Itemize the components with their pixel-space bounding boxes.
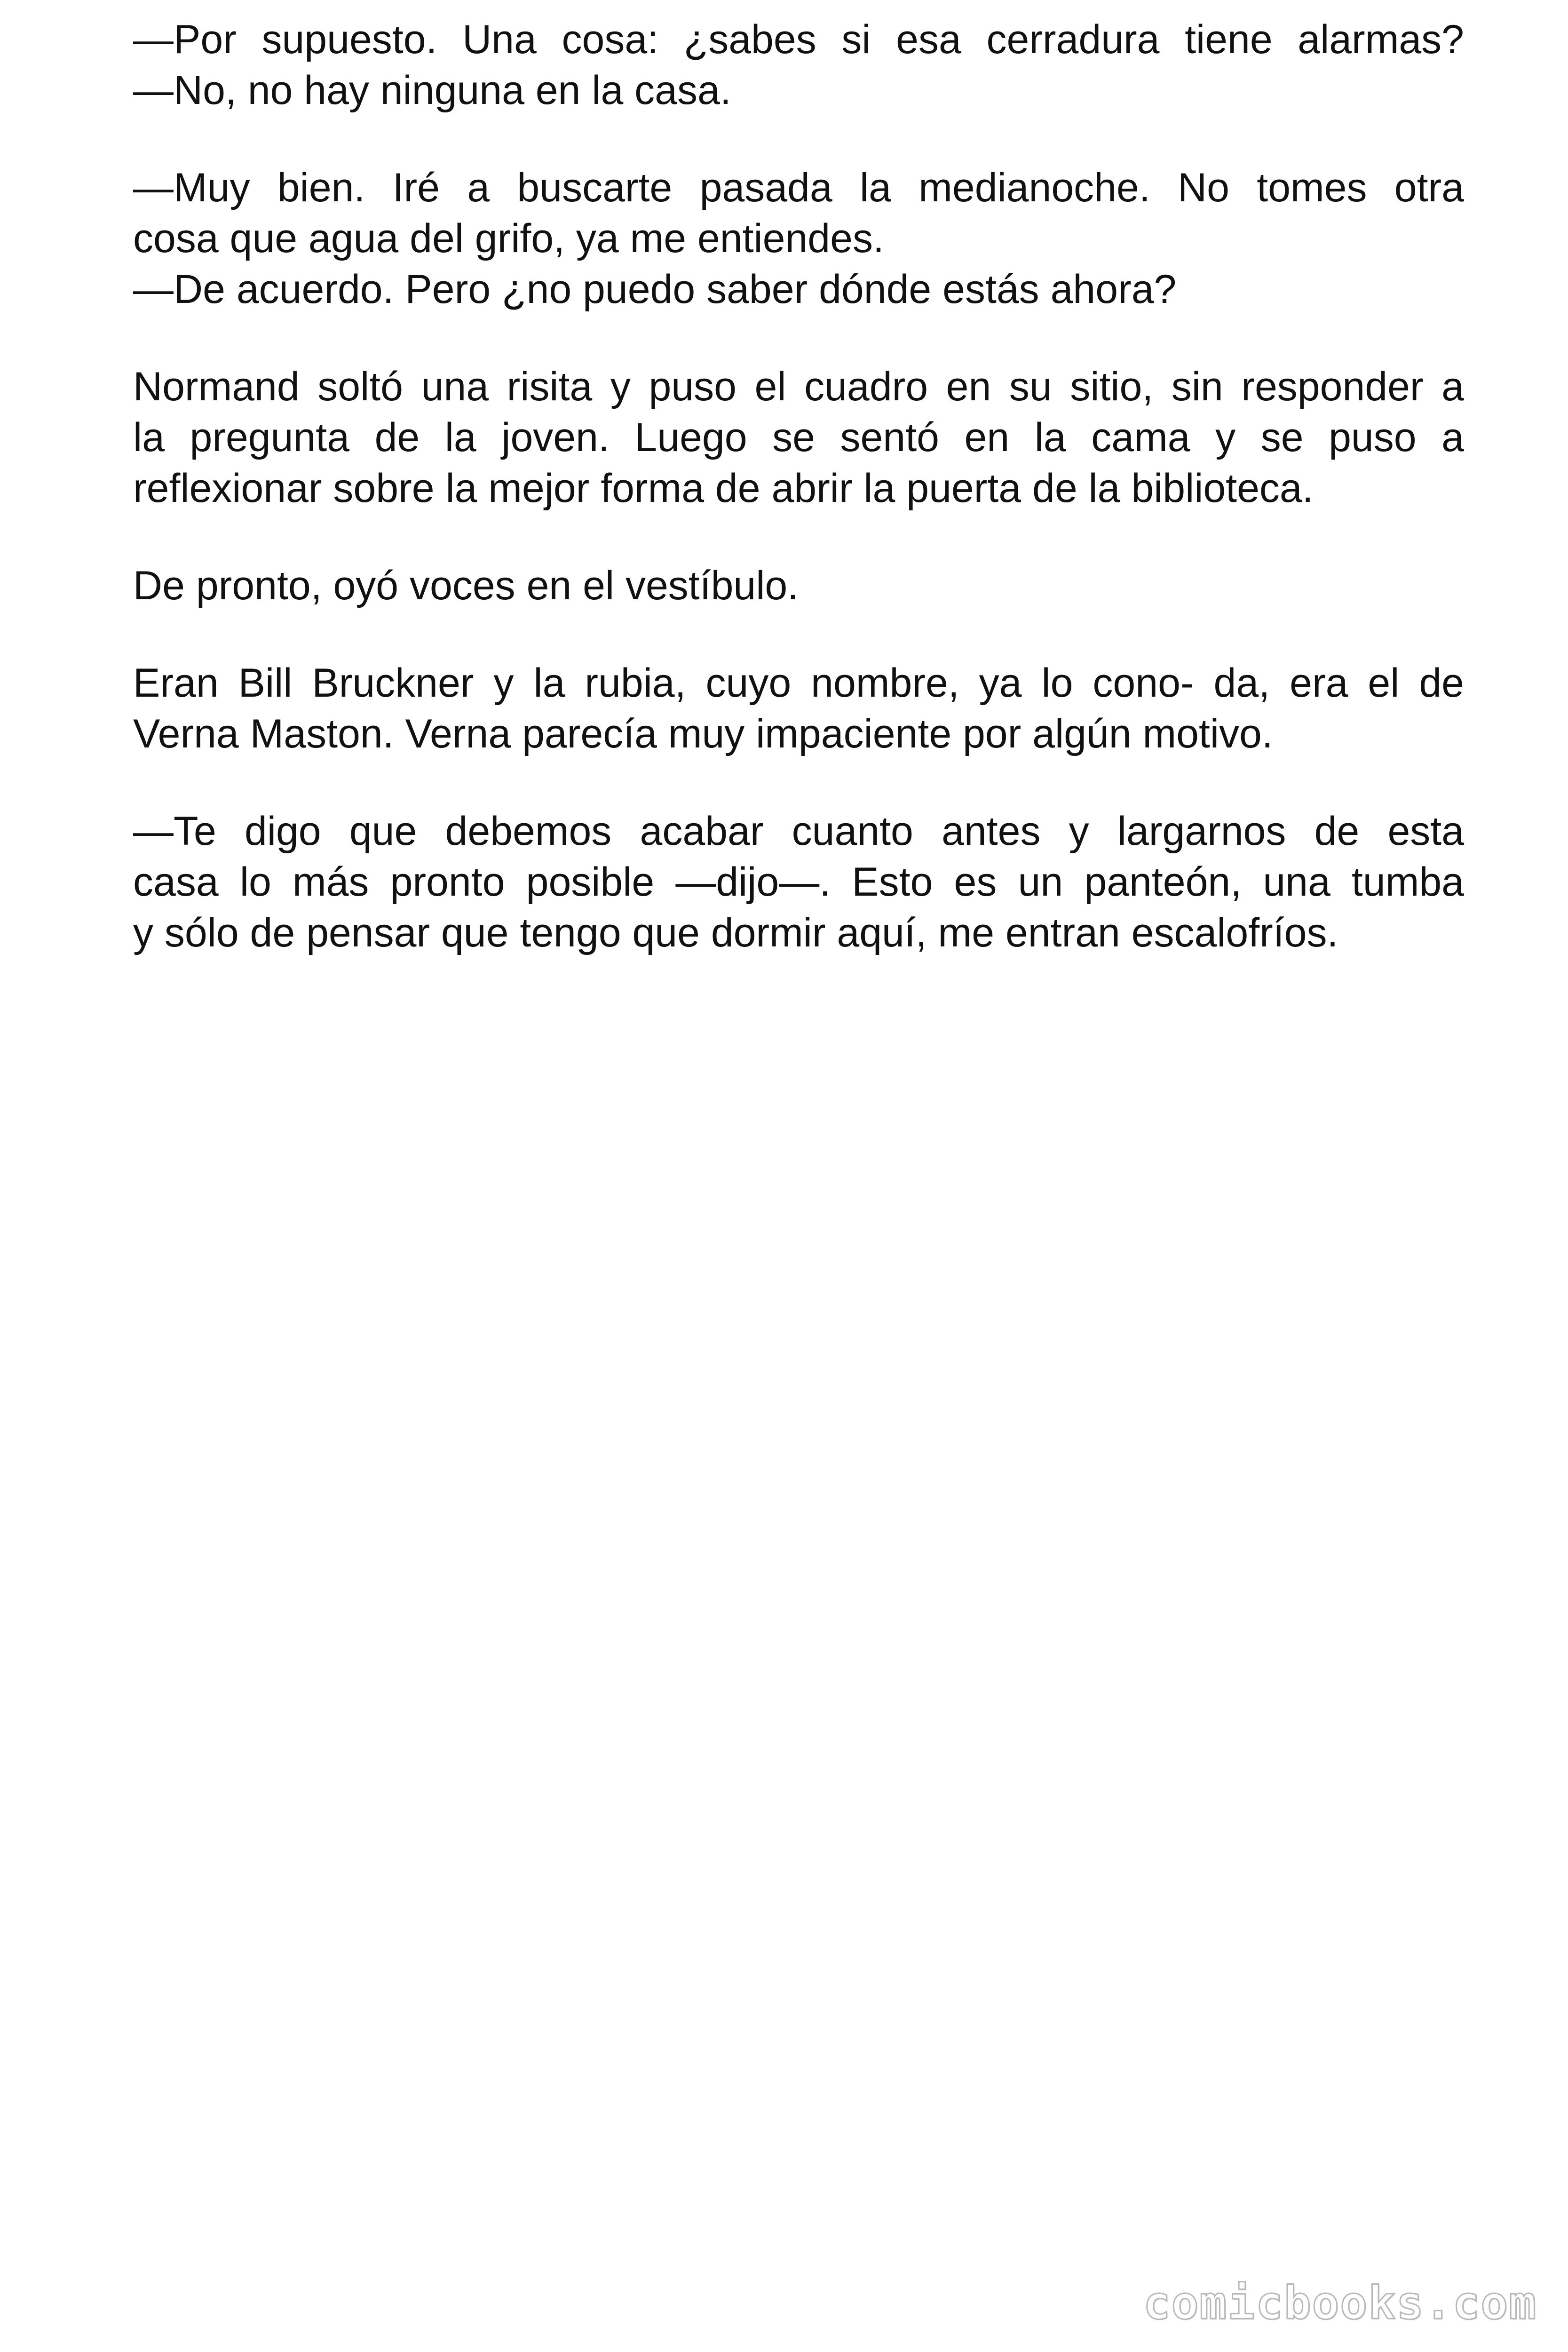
paragraph-3 (133, 361, 1464, 514)
paragraph-6 (133, 806, 1464, 958)
text-line: —De acuerdo. Pero ¿no puedo saber dónde estás ahora? (133, 267, 1177, 312)
text-line: —Por supuesto. Una cosa: ¿sabes si esa cerradura tiene alarmas? (133, 17, 1464, 62)
text-line: —Te digo que debemos acabar cuanto antes y largarnos de esta (133, 809, 1464, 854)
text-line: cosa que agua del grifo, ya me entiendes. (133, 216, 884, 261)
text-line: Verna Maston. Verna parecía muy impaciente por algún motivo. (133, 711, 1273, 756)
text-line: Normand soltó una risita y puso el cuadro en su sitio, sin responder a (133, 364, 1464, 409)
paragraph-2 (133, 162, 1464, 315)
text-line: la pregunta de la joven. Luego se sentó en la cama y se puso a (133, 415, 1464, 460)
text-line: —No, no hay ninguna en la casa. (133, 68, 731, 113)
paragraph-4 (133, 560, 1464, 611)
text-line: De pronto, oyó voces en el vestíbulo. (133, 563, 799, 608)
document-page (133, 14, 1464, 1005)
text-line: reflexionar sobre la mejor forma de abrir la puerta de la biblioteca. (133, 466, 1314, 511)
text-line: y sólo de pensar que tengo que dormir aquí, me entran escalofríos. (133, 910, 1338, 955)
text-line: —Muy bien. Iré a buscarte pasada la medianoche. No tomes otra (133, 165, 1464, 210)
watermark: comicbooks.com (1143, 2277, 1537, 2329)
text-line: casa lo más pronto posible —dijo—. Esto es un panteón, una tumba (133, 859, 1464, 905)
text-line: Eran Bill Bruckner y la rubia, cuyo nombre, ya lo cono- da, era el de (133, 660, 1464, 706)
paragraph-1 (133, 14, 1464, 116)
paragraph-5 (133, 658, 1464, 759)
